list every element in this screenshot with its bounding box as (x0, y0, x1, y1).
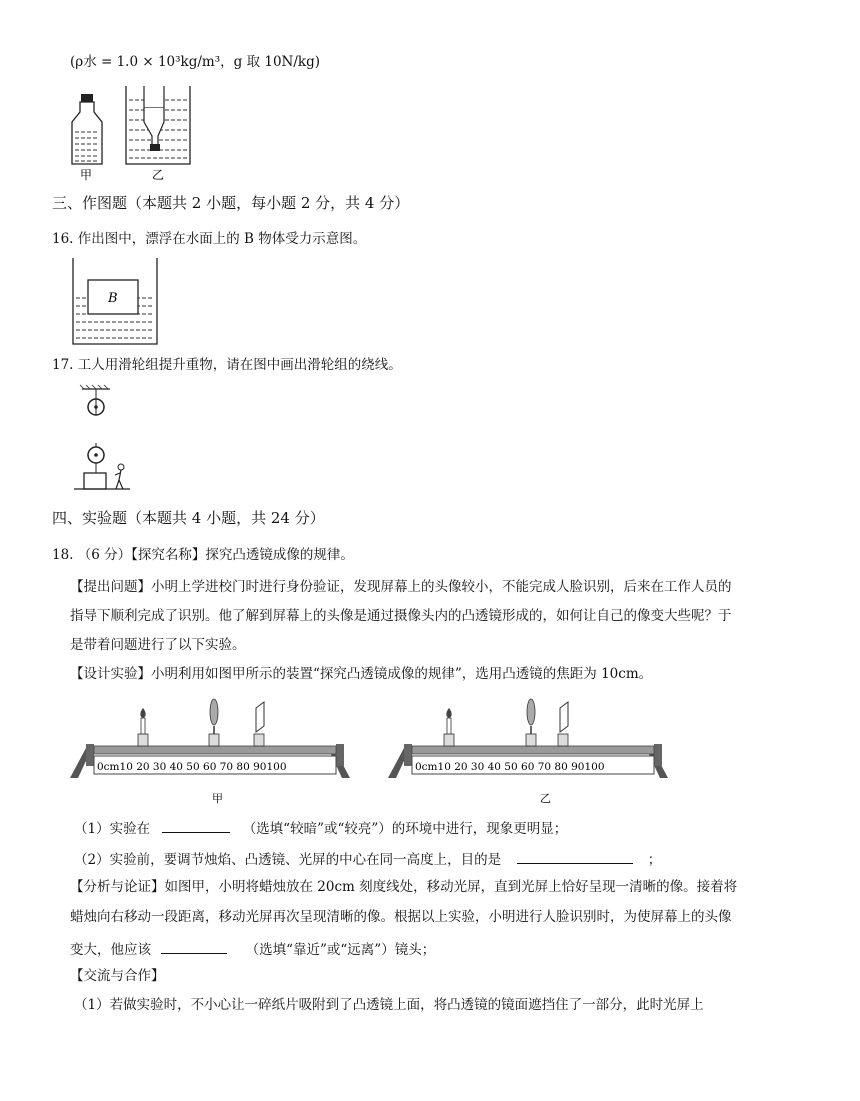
item-1-prefix: （1）实验在 (74, 821, 151, 837)
analysis-para-2: 蜡烛向右移动一段距离，移动光屏再次呈现清晰的像。根据以上实验，小明进行人脸识别时，为使屏幕上的头像 (70, 909, 732, 925)
item-1-blank[interactable] (162, 820, 230, 833)
optical-bench-yi (386, 696, 671, 806)
analysis-para-3-prefix: 变大，他应该 (70, 942, 151, 958)
floating-block-figure (70, 256, 160, 346)
item-2-prefix: （2）实验前，要调节烛焰、凸透镜、光屏的中心在同一高度上，目的是 (74, 852, 502, 868)
question-18-title: 18. （6 分）【探究名称】探究凸透镜成像的规律。 (52, 547, 354, 563)
exchange-heading: 【交流与合作】 (70, 968, 165, 984)
analysis-para-3-suffix: （选填“靠近”或“远离”）镜头； (245, 942, 436, 958)
bench-scale-jia: 0cm10 20 30 40 50 60 70 80 90100 (97, 761, 287, 773)
question-para-3: 是带着问题进行了以下实验。 (70, 637, 246, 653)
question-16: 16. 作出图中，漂浮在水面上的 B 物体受力示意图。 (52, 231, 367, 247)
bench-label-yi: 乙 (540, 792, 551, 805)
density-formula: (ρ水 = 1.0 × 10³kg/m³，g 取 10N/kg) (70, 54, 320, 70)
question-para-2: 指导下顺利完成了识别。他了解到屏幕上的头像是通过摄像头内的凸透镜形成的，如何让自己的像变大些呢？于 (70, 608, 732, 624)
analysis-blank[interactable] (161, 941, 227, 954)
optical-bench-jia (68, 696, 353, 806)
design-paragraph: 【设计实验】小明利用如图甲所示的装置“探究凸透镜成像的规律”，选用凸透镜的焦距为 10cm。 (70, 666, 653, 682)
item-1-suffix: （选填“较暗”或“较亮”）的环境中进行，现象更明显； (242, 821, 568, 837)
section3-heading: 三、作图题（本题共 2 小题，每小题 2 分，共 4 分） (52, 194, 410, 212)
question-para-1: 【提出问题】小明上学进校门时进行身份验证，发现屏幕上的头像较小，不能完成人脸识别，后来在工作人员的 (70, 579, 732, 595)
item-2-blank[interactable] (517, 851, 633, 864)
bench-label-jia: 甲 (212, 792, 223, 805)
label-yi: 乙 (152, 168, 165, 182)
block-b-label: B (108, 291, 118, 306)
analysis-para-1: 【分析与论证】如图甲，小明将蜡烛放在 20cm 刻度线处，移动光屏，直到光屏上恰好呈现一清晰的像。接着将 (70, 879, 738, 895)
section4-heading: 四、实验题（本题共 4 小题，共 24 分） (52, 509, 325, 527)
question-17: 17. 工人用滑轮组提升重物，请在图中画出滑轮组的绕线。 (52, 357, 402, 373)
bottle-figure (66, 82, 226, 182)
item-2-suffix: ； (647, 852, 662, 868)
item-1 (74, 820, 567, 837)
label-jia: 甲 (80, 168, 93, 182)
analysis-para-3 (70, 941, 435, 958)
item-2 (74, 851, 661, 868)
exchange-para-1: （1）若做实验时，不小心让一碎纸片吸附到了凸透镜上面，将凸透镜的镜面遮挡住了一部分，此时光屏上 (74, 997, 704, 1013)
pulley-figure (72, 385, 142, 495)
bench-scale-yi: 0cm10 20 30 40 50 60 70 80 90100 (415, 761, 605, 773)
